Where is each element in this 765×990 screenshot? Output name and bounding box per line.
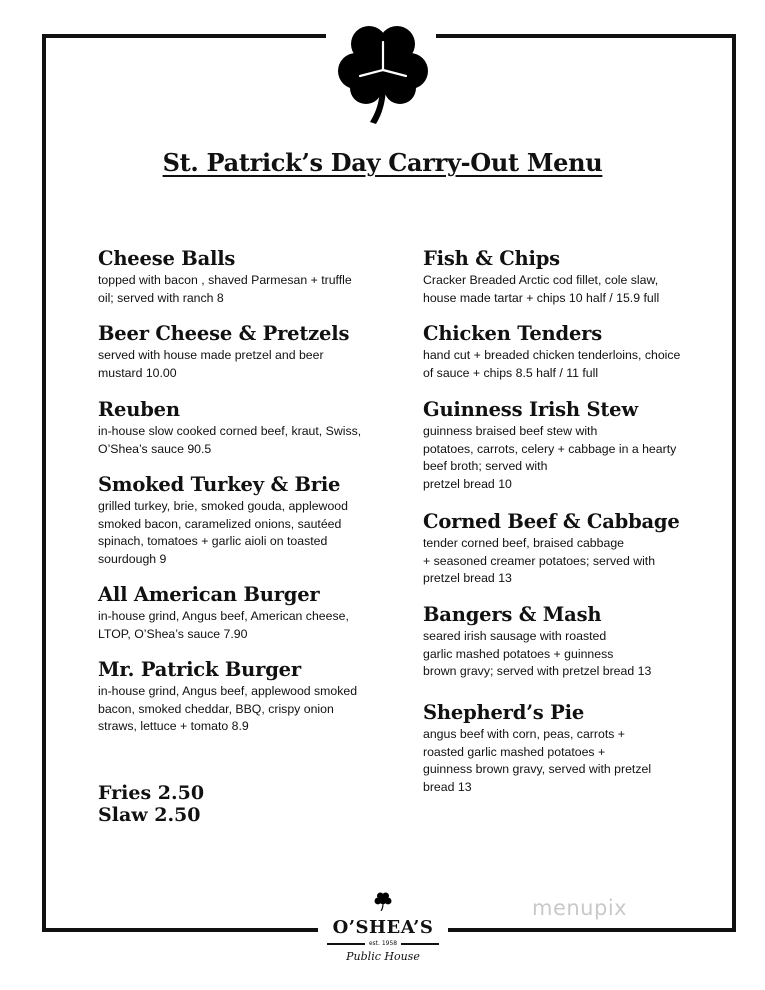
left-menu-column — [98, 246, 398, 736]
menu-item — [423, 246, 713, 321]
menu-item — [98, 397, 398, 472]
sides-list — [98, 782, 204, 826]
shamrock-icon — [330, 14, 436, 128]
item-description: hand cut + breaded chicken tenderloins, choice of sauce + chips 8.5 half / 11 full — [423, 348, 681, 380]
logo-subtitle: Public House — [346, 950, 420, 963]
menu-item — [98, 321, 398, 397]
item-description: served with house made pretzel and beer mustard 10.00 — [98, 348, 324, 380]
menu-item — [98, 472, 398, 582]
menu-item — [423, 602, 713, 700]
item-name: Cheese Balls — [98, 247, 236, 270]
side-item-slaw: Slaw 2.50 — [98, 804, 201, 826]
item-description: topped with bacon , shaved Parmesan + truffle oil; served with ranch 8 — [98, 273, 352, 305]
item-description: angus beef with corn, peas, carrots + roasted garlic mashed potatoes + guinness brown gravy, served with pretzel bread 13 — [423, 727, 652, 794]
logo-established: est. 1958 — [368, 940, 398, 947]
item-description: Cracker Breaded Arctic cod fillet, cole slaw, house made tartar + chips 10 half / 15.9 full — [423, 273, 660, 305]
item-name: Bangers & Mash — [423, 603, 602, 626]
item-description: tender corned beef, braised cabbage + seasoned creamer potatoes; served with pretzel bread 13 — [423, 536, 656, 585]
item-name: Smoked Turkey & Brie — [98, 473, 341, 496]
item-name: Reuben — [98, 398, 180, 421]
menu-item — [98, 657, 398, 736]
item-name: Corned Beef & Cabbage — [423, 510, 680, 533]
menu-item — [423, 321, 713, 397]
menu-item — [98, 246, 398, 321]
side-item-fries: Fries 2.50 — [98, 782, 205, 804]
menu-item — [423, 509, 713, 602]
item-name: Fish & Chips — [423, 247, 560, 270]
menu-item — [423, 700, 713, 796]
item-description: in-house grind, Angus beef, American cheese, LTOP, O’Shea’s sauce 7.90 — [98, 609, 349, 641]
item-name: Mr. Patrick Burger — [98, 658, 301, 681]
watermark: menupix — [532, 896, 628, 920]
item-name: Beer Cheese & Pretzels — [98, 322, 350, 345]
item-description: in-house slow cooked corned beef, kraut, Swiss, O’Shea’s sauce 90.5 — [98, 424, 362, 456]
item-name: Guinness Irish Stew — [423, 398, 638, 421]
item-name: Shepherd’s Pie — [423, 701, 585, 724]
item-description: guinness braised beef stew with potatoes, carrots, celery + cabbage in a hearty beef broth; served with pretzel bread 10 — [423, 424, 677, 491]
menu-item — [98, 582, 398, 657]
logo-shamrock-icon — [373, 890, 393, 912]
right-menu-column — [423, 246, 713, 796]
page-title: St. Patrick’s Day Carry-Out Menu — [162, 148, 603, 177]
item-description: seared irish sausage with roasted garlic mashed potatoes + guinness brown gravy; served with pretzel bread 13 — [423, 629, 652, 678]
item-name: Chicken Tenders — [423, 322, 603, 345]
item-description: in-house grind, Angus beef, applewood smoked bacon, smoked cheddar, BBQ, crispy onion straws, lettuce + tomato 8.9 — [98, 684, 358, 733]
logo-brand-name: O’SHEA’S — [332, 917, 434, 938]
item-name: All American Burger — [98, 583, 320, 606]
menu-item — [423, 397, 713, 509]
restaurant-logo — [318, 890, 448, 963]
item-description: grilled turkey, brie, smoked gouda, applewood smoked bacon, caramelized onions, sautéed spinach, tomatoes + garlic aioli on toasted sourdough 9 — [98, 499, 348, 566]
